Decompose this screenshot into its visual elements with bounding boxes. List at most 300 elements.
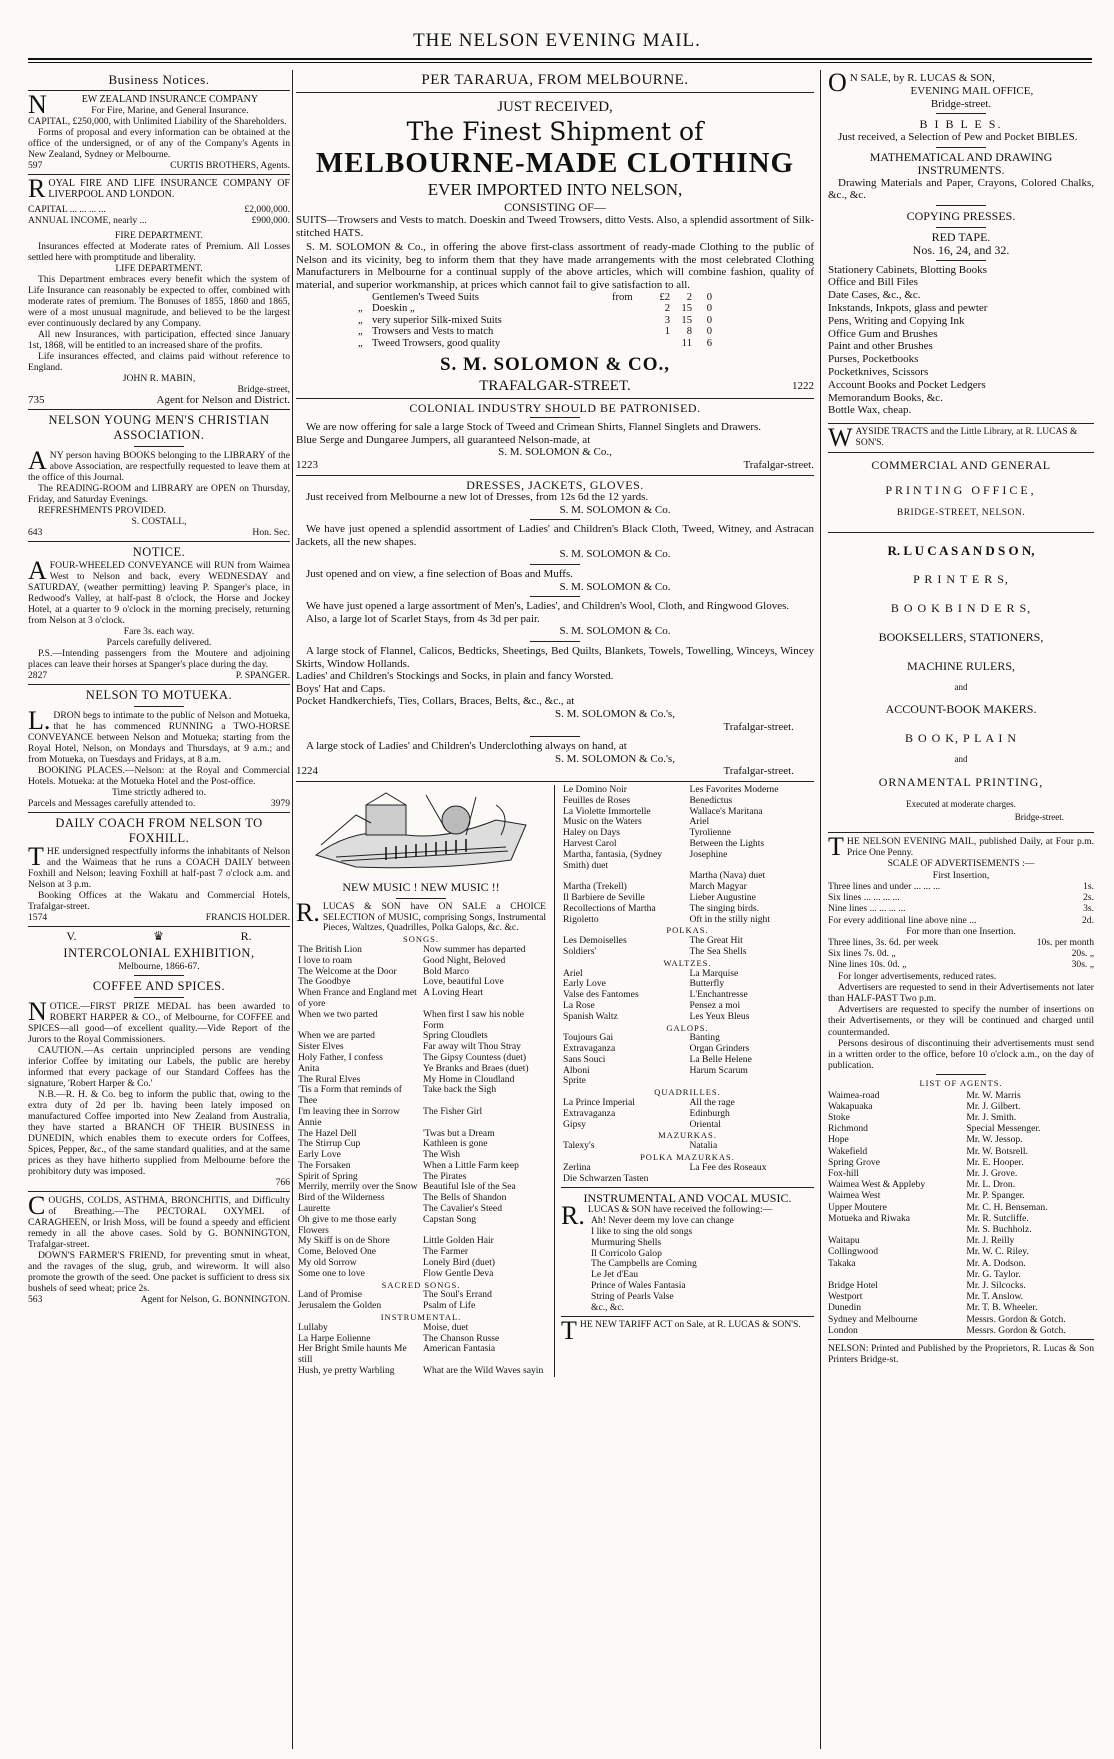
list-item-title: Alboni [563,1064,590,1076]
list-item: String of Pearls Valse [591,1290,674,1302]
agent-row [828,1269,1094,1280]
list-item [561,1120,814,1131]
list-item-title: Josephine [689,848,728,860]
column-3 [828,72,1094,1365]
list-item: Bottle Wax, cheap. [828,404,912,417]
list-item-title: Ariel [689,816,710,828]
agent-name: Mr. W. Jessop. [966,1134,1023,1146]
music-section [296,785,814,1377]
column-2 [296,72,814,1377]
list-item: Murmuring Shells [591,1236,662,1248]
list-item-title: Good Night, Beloved [423,954,506,966]
list-item-title: Early Love [298,1149,341,1161]
list-item [561,1076,814,1087]
list-item-title: Merrily, merrily over the Snow [298,1181,418,1193]
list-item [296,1107,546,1129]
list-item-title: Martha, fantasia, (Sydney Smith) duet [563,848,663,871]
list-item-title: Kathleen is gone [423,1138,488,1150]
list-item-title: Psalm of Life [423,1300,476,1312]
agent-place: Waitapu [828,1235,860,1247]
agent-place: London [828,1324,858,1336]
music-instruments-illustration [296,785,546,875]
agent-name: Mr. L. Dron. [966,1179,1016,1191]
agent-row [828,1280,1094,1291]
agent-row [828,1202,1094,1213]
column-divider-2 [820,70,821,1749]
list-item-title: La Harpe Eolienne [298,1332,371,1344]
list-item-title: Holy Father, I confess [298,1051,383,1063]
sacred-table [296,1290,546,1312]
masthead: THE NELSON EVENING MAIL. [413,30,701,51]
list-item-title: The Pirates [423,1170,467,1182]
list-item-title: Martha (Trekell) [563,881,627,893]
list-item-title: La Marquise [689,967,739,979]
price-row: Gentlemen's Tweed Suits from £2 2 0 [372,291,712,303]
rate-cell: Nine lines ... ... ... ... [828,903,906,915]
list-item-title: The Fisher Girl [423,1105,483,1117]
list-item-title: The Wish [423,1149,461,1161]
list-item [296,1085,546,1107]
agent-name: Mr. J. Gilbert. [966,1100,1021,1112]
agents-list [828,1090,1094,1336]
list-item [561,850,814,872]
column-1 [28,72,290,1305]
list-item [296,1344,546,1366]
agent-row [828,1224,1094,1235]
rate-cell: 3s. [1083,903,1094,915]
list-item-title: Les Favorites Moderne [689,783,779,795]
list-item [296,956,546,967]
list-item-title: Les Demoiselles [563,935,627,947]
list-item-title: Harum Scarum [689,1064,748,1076]
list-item [561,796,814,807]
rate-cell: 2d. [1082,914,1094,926]
agent-row [828,1213,1094,1224]
agent-place: Fox-hill [828,1167,859,1179]
agent-name: Mr. T. Anslow. [966,1291,1024,1303]
list-item-title: Valse des Fantomes [563,989,639,1001]
list-item-title: Tyrolienne [689,827,731,839]
list-item-title: Moise, duet [423,1321,469,1333]
list-item-title: Lonely Bird (duet) [423,1257,495,1269]
agent-row [828,1258,1094,1269]
dresses-ad: DRESSES, JACKETS, GLOVES. Just received from Melbourne a new lot of Dresses, from 12s 6d the 12 yards. S. M. SOLOMON & Co. We have just opened a splendid assortment of Ladies' and Children's Black Cloth, Tweed, Witney, and Astracan Jackets, all the new shapes. S. M. SOLOMON & Co. Just opened and on view, a fine selection of Boas and Muffs. S. M. SOLOMON & Co. We have just opened a large assortment of Men's, Ladies', and Children's Wool, Cloth, and Ringwood Gloves. Also, a large lot of Scarlet Stays, from 4s 3d per pair. S. M. SOLOMON & Co. A large stock of Flannel, Calicos, Bedticks, Sheetings, Bed Quilts, Blankets, Towels, Towelling, Winceys, Wincey Skirts, Window Hollands. Ladies' and Children's Stockings and Socks, in plain and fancy Worsted. Boys' Hat and Caps. Pocket Handkerchiefs, Ties, Collars, Braces, Belts, &c., &c., at S. M. SOLOMON & Co.'s, Trafalgar-street. A large stock of Ladies' and Children's Underclothing always on hand, at S. M. SOLOMON & Co.'s, 1224 Trafalgar-street. [296,477,814,778]
list-item: Memorandum Books, &c. [828,391,943,404]
list-item-title: Land of Promise [298,1289,362,1301]
list-item [296,1010,546,1032]
rate-cell: 20s. „ [1071,948,1094,960]
list-item [296,988,546,1010]
list-item: Paint and other Brushes [828,340,933,353]
agent-place: Collingwood [828,1246,879,1258]
list-item-title: Il Barbiere de Seville [563,891,645,903]
list-item-title: 'Tis a Form that reminds of Thee [298,1084,402,1107]
list-item-title: Spirit of Spring [298,1170,358,1182]
agent-row [828,1146,1094,1157]
list-item: Purses, Pocketbooks [828,353,919,366]
list-item-title: Martha (Nava) duet [689,870,766,882]
list-item-title: Spanish Waltz [563,1010,618,1022]
list-item-title: I'm leaving thee in Sorrow Annie [298,1105,400,1128]
agent-name: Mr. S. Buchholz. [966,1223,1032,1235]
price-row: „ Doeskin „ 2 15 0 [358,303,712,315]
list-item-title: Hush, ye pretty Warbling [298,1365,395,1377]
price-list [356,292,714,350]
list-item: Il Corricolo Galop [591,1247,662,1259]
list-item-title: La Violette Immortelle [563,805,651,817]
agent-place: Waimea-road [828,1089,880,1101]
list-item-title: Natalia [689,1140,718,1152]
rate-row [828,903,1094,914]
rate-row [828,948,1094,959]
list-item: Pens, Writing and Copying Ink [828,314,965,327]
rate-row [828,892,1094,903]
list-item-title: The singing birds. [689,902,760,914]
rate-row [828,959,1094,970]
advert-scale: THE NELSON EVENING MAIL, published Daily, at Four p.m. Price One Penny. SCALE OF ADVERTISEMENTS :— First Insertion, Three lines and under ... ... ... 1s. Six lines ... ... ... ... 2s. Nine lines ... ... ... ... 3s. For every additional line above nine ... 2d. For more than one Insertion. Three lines, 3s. 6d. per week 10s. per month Six lines 7s. 0d. „ 20s. „ Nine lines 10s. 0d. „ 30s. „ For longer advertisements, reduced rates. Advertisers are requested to send in their Advertisements not later than HALF-PAST Two p.m. Advertisers are requested to specify the number of insertions on their Advertisements, or they will be continued and charged until countermanded. Persons desirous of discontinuing their advertisements must send in a written order to the office, before 10 o'clock a.m., on the day of publication. LIST OF AGENTS. Waimea-road Mr. W. Marris Wakapuaka Mr. J. Gilbert. Stoke Mr. J. Smith. Richmond Special Messenger. Hope Mr. W. Jessop. Wakefield Mr. W. Botsrell. Spring Grove Mr. E. Hooper. Fox-hill Mr. J. Grove. Waimea West & Appleby Mr. L. Dron. Waimea West Mr. P. Spanger. Upper Moutere Mr. C. H. Benseman. Motueka and Riwaka Mr. R. Sutcliffe. Mr. S. Buchholz. Waitapu Mr. J. Reilly Collingwood Mr. W. C. Riley. Takaka Mr. A. Dodson. Mr. G. Taylor. Bridge Hotel Mr. J. Silcocks. Westport Mr. T. Anslow. Dunedin Mr. T. B. Wheeler. Sydney and Melbourne Messrs. Gordon & Gotch. London Messrs. Gordon & Gotch. NELSON: Printed and Published by the Proprietors, R. Lucas & Son Printers Bridge-st. [828,832,1094,1366]
list-item-title: The Chanson Russe [423,1332,500,1344]
list-item-title: La Prince Imperial [563,1097,635,1109]
rate-cell: Nine lines 10s. 0d. „ [828,959,907,971]
list-item-title: The Bells of Shandon [423,1192,507,1204]
list-item: Office and Bill Files [828,276,918,289]
list-item [561,1141,814,1152]
masthead-rule-thin [28,62,1092,63]
list-item-title: My old Sorrow [298,1257,357,1269]
list-item-title: Edinburgh [689,1107,730,1119]
list-item-title: Come, Beloved One [298,1246,377,1258]
rate-cell: 2s. [1083,892,1094,904]
list-item-title: The Forsaken [298,1159,351,1171]
list-item-title: Sans Souci [563,1053,606,1065]
list-item-title: Bird of the Wilderness [298,1192,385,1204]
list-item-title: Take back the Sigh [423,1084,497,1096]
agent-name: Mr. R. Sutcliffe. [966,1212,1029,1224]
agent-name: Mr. G. Taylor. [966,1268,1021,1280]
instrumental-vocal-list [561,1216,814,1313]
list-item-title: Le Domino Noir [563,783,627,795]
list-item-title: When a Little Farm keep [423,1159,519,1171]
agent-name: Mr. P. Spanger. [966,1190,1025,1202]
list-item-title: Gipsy [563,1118,586,1130]
agent-name: Mr. T. B. Wheeler. [966,1302,1038,1314]
agent-row [828,1190,1094,1201]
list-item [561,904,814,915]
rate-row [828,915,1094,926]
list-item-title: Love, beautiful Love [423,976,504,988]
agent-place: Sydney and Melbourne [828,1313,918,1325]
agent-name: Mr. J. Smith. [966,1111,1017,1123]
list-item [296,1193,546,1204]
list-item: Le Jet d'Eau [591,1269,639,1281]
list-item-title: Organ Grinders [689,1043,750,1055]
list-item: I like to sing the old songs [591,1226,693,1238]
list-item-title: I love to roam [298,954,353,966]
agent-place: Takaka [828,1257,856,1269]
agent-row [828,1325,1094,1336]
list-item-title: American Fantasia [423,1343,496,1355]
crown-icon: ♛ [153,929,164,943]
agent-place: Stoke [828,1111,850,1123]
agent-row [828,1168,1094,1179]
agent-place: Richmond [828,1123,868,1135]
list-item-title: The Farmer [423,1246,469,1258]
stationery-list [828,264,1094,418]
agent-name: Mr. W. Marris [966,1089,1021,1101]
lucas-stationery-ad: ON SALE, by R. LUCAS & SON, EVENING MAIL OFFICE, Bridge-street. B I B L E S. Just received, a Selection of Pew and Pocket BIBLES. MATHEMATICAL AND DRAWING INSTRUMENTS. Drawing Materials and Paper, Crayons, Colored Chalks, &c., &c. COPYING PRESSES. RED TAPE. Nos. 16, 24, and 32. Stationery Cabinets, Blotting Books Office and Bill Files Date Cases, &c., &c. Inkstands, Inkpots, glass and pewter Pens, Writing and Copying Ink Office Gum and Brushes Paint and other Brushes Purses, Pocketbooks Pocketknives, Scissors Account Books and Pocket Ledgers Memorandum Books, &c. Bottle Wax, cheap. [828,72,1094,417]
rate-cell: Three lines, 3s. 6d. per week [828,936,939,948]
list-item-title: Flow Gentle Deva [423,1267,494,1279]
list-item-title: Talexy's [563,1140,595,1152]
list-item-title: La Belle Helene [689,1053,752,1065]
list-item-title: A Loving Heart [423,987,484,999]
list-item-title: Some one to love [298,1267,365,1279]
list-item: &c., &c. [591,1301,625,1313]
wayside-tracts: WAYSIDE TRACTS and the Little Library, at R. LUCAS & SON'S. [828,423,1078,453]
list-item [561,915,814,926]
list-item-title: Banting [689,1032,720,1044]
rate-cell: Six lines 7s. 0d. „ [828,948,896,960]
business-notices-heading: Business Notices. [108,72,210,87]
masthead-rule [28,58,1092,60]
list-item [561,1066,814,1077]
list-item-title: La Rose [563,999,595,1011]
agent-row [828,1112,1094,1123]
motueka-ad: NELSON TO MOTUEKA. L.DRON begs to intimate to the public of Nelson and Motueka, that he has commenced RUNNING a TWO-HORSE CONVEYANCE between Nelson and Motueka; starting from the Royal Hotel, Nelson, on Mondays and Thursdays, at 9 a.m.; and from Motueka, on Tuesdays and Fridays, at 8 a.m. BOOKING PLACES.—Nelson: at the Royal and Commercial Hotels. Motueka: at the Motueka Hotel and the Post-office. Time strictly adhered to. Parcels and Messages carefully attended to. 3979 [28,688,290,809]
pieces-table [561,785,814,925]
list-item-title: The Stirrup Cup [298,1138,361,1150]
list-item [296,1366,546,1377]
agent-place: Upper Moutere [828,1201,887,1213]
nz-insurance-ad: NEW ZEALAND INSURANCE COMPANY For Fire, Marine, and General Insurance. CAPITAL, £250,000, with Unlimited Liability of the Shareholders. Forms of proposal and every information can be obtained at the office of the undersigned, or of any of the Company's Agents in New Zealand, Sydney or Melbourne. 597 CURTIS BROTHERS, Agents. [28,90,290,171]
list-item [561,1109,814,1120]
list-item: The Campbells are Coming [591,1258,697,1270]
agent-row [828,1179,1094,1190]
list-item [561,1012,814,1023]
agent-place: Wakapuaka [828,1100,873,1112]
songs-table [296,945,546,1280]
agent-row [828,1123,1094,1134]
list-item-title: Between the Lights [689,837,765,849]
list-item-title: Soldiers' [563,945,597,957]
list-item-title: Music on the Waters [563,816,642,828]
agent-row [828,1090,1094,1101]
agent-place: Wakefield [828,1145,868,1157]
list-item [561,947,814,958]
price-row: „ Tweed Trowsers, good quality 11 6 [358,337,712,349]
agent-place: Motueka and Riwaka [828,1212,911,1224]
list-item-title: La Fee des Roseaux [689,1161,767,1173]
list-item-title: The British Lion [298,943,362,955]
agent-row [828,1235,1094,1246]
ymca-ad: NELSON YOUNG MEN'S CHRISTIAN ASSOCIATION. ANY person having BOOKS belonging to the LIBRARY of the above Association, are respectfully requested to leave them at the office of this Journal. The READING-ROOM and LIBRARY are OPEN on Thursday, Friday, and Saturday Evenings. REFRESHMENTS PROVIDED. S. COSTALL, 643 Hon. Sec. [28,413,290,538]
list-item-title: Zerlina [563,1161,591,1173]
list-item-title: My Skiff is on de Shore [298,1235,390,1247]
list-item-title: Wallace's Maritana [689,805,763,817]
list-item: Stationery Cabinets, Blotting Books [828,263,987,276]
list-item: Ah! Never deem my love can change [591,1215,734,1227]
list-item-title: The Welcome at the Door [298,965,397,977]
music-left: NEW MUSIC ! NEW MUSIC !! R.LUCAS & SON have ON SALE a CHOICE SELECTION of MUSIC, comprising Songs, Instrumental Pieces, Waltzes, Quadrilles, Polka Galops, &c. &c. SONGS. The British Lion Now summer has departed I love to roam Good Night, Beloved The Welcome at the Door Bold Marco The Goodbye Love, beautiful Love When France and England met of yore A Loving Heart When we two parted When first I saw his noble Form When we are parted Spring Cloudlets Sister Elves Far away wilt Thou Stray Holy Father, I confess The Gipsy Countess (duet) Anita Ye Branks and Braes (duet) The Rural Elves My Home in Cloudland 'Tis a Form that reminds of Thee Take back the Sigh I'm leaving thee in Sorrow Annie The Fisher Girl The Hazel Dell 'Twas but a Dream The Stirrup Cup Kathleen is gone Early Love The Wish The Forsaken When a Little Farm keep Spirit of Spring The Pirates Merrily, merrily over the Snow Beautiful Isle of the Sea Bird of the Wilderness The Bells of Shandon Laurette The Cavalier's Steed Oh give to me those early Flowers Capstan Song My Skiff is on de Shore Little Golden Hair Come, Beloved One The Farmer My old Sorrow Lonely Bird (duet) Some one to love Flow Gentle Deva SACRED SONGS. Land of Promise The Soul's Errand Jerusalem the Golden Psalm of Life INSTRUMENTAL. Lullaby Moise, duet La Harpe Eolienne The Chanson Russe Her Bright Smile haunts Me still American Fantasia Hush, ye pretty Warbling What are the Wild Waves sayin [296,785,546,1377]
list-item-title: The Cavalier's Steed [423,1203,502,1215]
agent-row [828,1314,1094,1325]
list-item-title: What are the Wild Waves sayin [423,1365,544,1377]
list-item [561,1055,814,1066]
list-item-title: Feuilles de Roses [563,794,631,806]
list-item: Prince of Wales Fantasia [591,1280,686,1292]
list-item-title: Toujours Gai [563,1032,614,1044]
foxhill-coach-ad: DAILY COACH FROM NELSON TO FOXHILL. THE undersigned respectfully informs the inhabitants of Nelson and the Waimeas that he runs a COACH DAILY between Foxhill and Nelson; leaving Foxhill at half-past 7 o'clock a.m. and Nelson at 3 p.m. Booking Offices at the Wakatu and Commercial Hotels, Trafalgar-street. 1574 FRANCIS HOLDER. [28,816,290,923]
list-item [296,1064,546,1075]
list-item-title: The Hazel Dell [298,1127,357,1139]
royal-insurance-ad: ROYAL FIRE AND LIFE INSURANCE COMPANY OF LIVERPOOL AND LONDON. CAPITAL ... ... ... ... £2,000,000. ANNUAL INCOME, nearly ... £900,000. FIRE DEPARTMENT. Insurances effected at Moderate rates of Premium. All Losses settled here with promptitude and liberality. LIFE DEPARTMENT. This Department embraces every benefit which the system of Life Insurance can reasonably be expected to offer, combined with moderate rates of premium. The Bonuses of 1855, 1860 and 1865, were of a most unusual magnitude, and believed to be the largest ever continuously declared by any Company. All new Insurances, with participation, effected since January 1st, 1868, will be entitled to an increased share of the profits. Life insurances effected, and claims paid without reference to England. JOHN R. MABIN, Bridge-street, 735 Agent for Nelson and District. [28,174,290,406]
list-item-title: Beautiful Isle of the Sea [423,1181,516,1193]
list-item-title: All the rage [689,1097,735,1109]
rate-cell: 30s. „ [1071,959,1094,971]
list-item: Date Cases, &c., &c. [828,289,921,302]
list-item-title: The Soul's Errand [423,1289,492,1301]
list-item-title: 'Twas but a Dream [423,1127,495,1139]
list-item-title: Benedictus [689,794,733,806]
agent-name: Mr. E. Hooper. [966,1156,1024,1168]
solomon-clothing-ad: PER TARARUA, FROM MELBOURNE. JUST RECEIVED, The Finest Shipment of MELBOURNE-MADE CLOTHING EVER IMPORTED INTO NELSON, CONSISTING OF— SUITS—Trowsers and Vests to match. Doeskin and Tweed Trowsers, ditto Vests. Also, a splendid assortment of Silk-stitched HATS. S. M. SOLOMON & Co., in offering the above first-class assortment of ready-made Clothing to the public of Nelson and its vicinity, beg to inform them that they have made arrangements with the most celebrated Clothing Manufacturers in Melbourne for a continual supply of the above articles, which will combine fashion, quality of material, and superior workmanship, at prices which cannot fail to give satisfaction to all. Gentlemen's Tweed Suits from £2 2 0 „ Doeskin „ 2 15 0 „ very superior Silk-mixed Suits 3 15 0 „ Trowsers and Vests to match 1 8 0 „ Tweed Trowsers, good quality 11 6 S. M. SOLOMON & CO., TRAFALGAR-STREET. 1222 [296,72,814,394]
list-item-title: The Gipsy Countess (duet) [423,1051,527,1063]
list-item-title: March Magyar [689,881,747,893]
agent-place: Waimea West & Appleby [828,1179,926,1191]
list-item: Office Gum and Brushes [828,327,938,340]
list-item-title: Early Love [563,978,606,990]
agent-place: Dunedin [828,1302,862,1314]
list-item-title: Lullaby [298,1321,328,1333]
coffee-ad: V. ♛ R. INTERCOLONIAL EXHIBITION, Melbourne, 1866-67. COFFEE AND SPICES. NOTICE.—FIRST PRIZE MEDAL has been awarded to ROBERT HARPER & CO., of Melbourne, for COFFEE and SPICES—all good—of excellent quality.—Vide Report of the Jurors to the Royal Commissioners. CAUTION.—As certain unprincipled persons are vending inferior Coffee by imitating our Labels, the public are hereby informed that every package of our Standard Coffees has the signature, 'Robert Harper & Co.' N.B.—R. H. & Co. beg to inform the public that, owing to the extra duty of 2d per lb. having been lately imposed on manufactured Coffee imported into New Zealand from Australia, they have started a BRANCH OF THEIR BUSINESS in DUNEDIN, which enables them to execute orders for Coffees, Spices, Pepper, &c., of the same standard qualities, and at the same prices as they have hitherto supplied from Melbourne before the prohibitory duty was imposed. 766 [28,929,290,1188]
agent-place: Spring Grove [828,1156,880,1168]
list-item-title: Bold Marco [423,965,470,977]
list-item: Account Books and Pocket Ledgers [828,378,986,391]
list-item-title: The Goodbye [298,976,351,988]
list-item-title: Little Golden Hair [423,1235,494,1247]
list-item-title: Oft in the stilly night [689,913,770,925]
agent-row [828,1157,1094,1168]
list-item-title: Harvest Carol [563,837,617,849]
rate-row [828,937,1094,948]
list-item-title: Far away wilt Thou Stray [423,1041,521,1053]
list-item-title: Butterfly [689,978,725,990]
list-item-title: When we two parted [298,1008,378,1020]
rate-cell: For every additional line above nine ... [828,914,977,926]
list-item-title: The Sea Shells [689,945,747,957]
price-row: „ very superior Silk-mixed Suits 3 15 0 [358,314,712,326]
list-item-title: Die Schwarzen Tasten [563,1172,649,1184]
list-item-title: Laurette [298,1203,330,1215]
agent-place: Westport [828,1291,863,1303]
rate-cell: Three lines and under ... ... ... [828,880,941,892]
price-row: „ Trowsers and Vests to match 1 8 0 [358,326,712,338]
imprint: NELSON: Printed and Published by the Proprietors, R. Lucas & Son Printers Bridge-st. [828,1343,1094,1366]
music-right: Le Domino Noir Les Favorites Moderne Feuilles de Roses Benedictus La Violette Immortelle Wallace's Maritana Music on the Waters Ariel Haley on Days Tyrolienne Harvest Carol Between the Lights Martha, fantasia, (Sydney Smith) duet Josephine Martha (Nava) duet Martha (Trekell) March Magyar Il Barbiere de Seville Lieber Augustine Recollections of Martha The singing birds. Rigoletto Oft in the stilly night POLKAS. Les Demoiselles The Great Hit Soldiers' The Sea Shells WALTZES. Ariel La Marquise Early Love Butterfly Valse des Fantomes L'Enchantresse La Rose Pensez a moi Spanish Waltz Les Yeux Bleus GALOPS. Toujours Gai Banting Extravaganza Organ Grinders Sans Souci La Belle Helene Alboni Harum Scarum Sprite QUADRILLES. La Prince Imperial All the rage Extravaganza Edinburgh Gipsy Oriental MAZURKAS. Talexy's Natalia POLKA MAZURKAS. Zerlina La Fee des Roseaux Die Schwarzen Tasten INSTRUMENTAL AND VOCAL MUSIC. R.LUCAS & SON have received the following:— Ah! Never deem my love can change I like to sing the old songs Murmuring Shells Il Corricolo Galop The Campbells are Coming Le Jet d'Eau Prince of Wales Fantasia String of Pearls Valse &c., &c. THE NEW TARIFF ACT on Sale, at R. LUCAS & SON'S. [554,785,814,1377]
list-item-title: My Home in Cloudland [423,1073,515,1085]
rate-cell: 1s. [1083,880,1094,892]
list-item-title: Haley on Days [563,827,621,839]
colonial-industry-ad: COLONIAL INDUSTRY SHOULD BE PATRONISED. We are now offering for sale a large Stock of Tweed and Crimean Shirts, Flannel Singlets and Drawers. Blue Serge and Dungaree Jumpers, all guaranteed Nelson-made, at S. M. SOLOMON & Co., 1223 Trafalgar-street. [296,400,814,471]
list-item-title [688,1174,815,1185]
list-item [561,936,814,947]
agent-row [828,1302,1094,1313]
list-item-title: Her Bright Smile haunts Me still [298,1343,407,1366]
agent-place: Hope [828,1134,849,1146]
agent-name: Mr. J. Silcocks. [966,1280,1026,1291]
rate-row [828,881,1094,892]
rate-cell: Six lines ... ... ... ... [828,892,900,904]
agent-row [828,1134,1094,1145]
agent-name: Mr. J. Grove. [966,1167,1018,1179]
list-item-title: Ariel [563,967,583,979]
list-item-title: When we are parted [298,1030,375,1042]
list-item [296,1215,546,1237]
agent-name: Messrs. Gordon & Gotch. [966,1324,1066,1336]
agent-place: Waimea West [828,1190,881,1202]
tariff-notice: THE NEW TARIFF ACT on Sale, at R. LUCAS & SON'S. [561,1316,801,1346]
list-item-title: The Rural Elves [298,1073,361,1085]
agent-row [828,1291,1094,1302]
agent-name: Mr. A. Dodson. [966,1257,1026,1269]
column-divider-1 [292,70,293,1749]
instrumental-table [296,1323,546,1377]
list-item: Pocketknives, Scissors [828,365,929,378]
list-item-title: L'Enchantresse [689,989,748,1001]
agent-name: Mr. J. Reilly [966,1235,1015,1247]
agent-name: Messrs. Gordon & Gotch. [966,1313,1066,1325]
conveyance-notice: NOTICE. AFOUR-WHEELED CONVEYANCE will RUN from Waimea West to Nelson and back, every WEDNESDAY and SATURDAY, (weather permitting) leaving P. Spanger's place, in Redwood's Valley, at half-past 8 o'clock, the Horse and Jockey Hotel, at a quarter to 9 o'clock in the morning precisely, returning from Nelson at 3 o'clock. Fare 3s. each way. Parcels carefully delivered. P.S.—Intending passengers from the Moutere and adjoining places can leave their horses at Spanger's place during the day. 2827 P. SPANGER. [28,545,290,681]
list-item-title: The Great Hit [689,935,743,947]
list-item-title: Lieber Augustine [689,891,756,903]
agent-place: Bridge Hotel [828,1280,878,1291]
list-item-title: Oriental [689,1118,721,1130]
list-item-title: Extravaganza [563,1043,616,1055]
cough-remedy-ad: COUGHS, COLDS, ASTHMA, BRONCHITIS, and Difficulty of Breathing.—The PECTORAL OXYMEL of CARAGHEEN, or Irish Moss, will be found a speedy and efficient remedy in all the above cases. Sold by G. BONNINGTON, Trafalgar-street. DOWN'S FARMER'S FRIEND, for preventing smut in wheat, and the ravages of the slug, grub, and wireworm. It will also promote the growth of the seed. One packet is sufficient to dress six bushels of seed wheat; price 2s. 563 Agent for Nelson, G. BONNINGTON. [28,1191,290,1305]
list-item [561,990,814,1001]
agent-name: Mr. C. H. Benseman. [966,1201,1048,1213]
list-item [296,1269,546,1280]
list-item-title: Rigoletto [563,913,599,925]
list-item: Inkstands, Inkpots, glass and pewter [828,301,988,314]
list-item-title: Ye Branks and Braes (duet) [423,1062,529,1074]
list-item-title: Jerusalem the Golden [298,1300,382,1312]
list-item-title: Now summer has departed [423,943,526,955]
agent-row [828,1101,1094,1112]
rate-cell: 10s. per month [1036,936,1094,948]
agent-name: Mr. W. C. Riley. [966,1246,1029,1258]
list-item-title: Anita [298,1062,320,1074]
list-item-title: Recollections of Martha [563,902,656,914]
list-item-title [688,1076,815,1087]
printing-office-ad: COMMERCIAL AND GENERAL PRINTING OFFICE, BRIDGE-STREET, NELSON. R. L U C A S A N D S O N, P R I N T E R S, B O O K B I N D E R S, BOOKSELLERS, STATIONERS, MACHINE RULERS, and ACCOUNT-BOOK MAKERS. B O O K, P L A I N and ORNAMENTAL PRINTING, Executed at moderate charges. Bridge-street. [828,459,1094,824]
list-item-title: Les Yeux Bleus [689,1010,750,1022]
agent-name: Special Messenger. [966,1123,1041,1135]
list-item [561,1174,814,1185]
list-item-title: Sprite [563,1075,586,1087]
list-item-title: Spring Cloudlets [423,1030,488,1042]
list-item-title: Pensez a moi [689,999,741,1011]
agent-name: Mr. W. Botsrell. [966,1145,1028,1157]
list-item-title: Sister Elves [298,1041,344,1053]
list-item-title: Oh give to me those early Flowers [298,1213,397,1236]
list-item-title: When France and England met of yore [298,987,417,1009]
list-item-title: Extravaganza [563,1107,616,1119]
list-item-title: Capstan Song [423,1213,477,1225]
list-item-title: When first I saw his noble Form [423,1008,524,1031]
agent-row [828,1246,1094,1257]
list-item [296,1301,546,1312]
